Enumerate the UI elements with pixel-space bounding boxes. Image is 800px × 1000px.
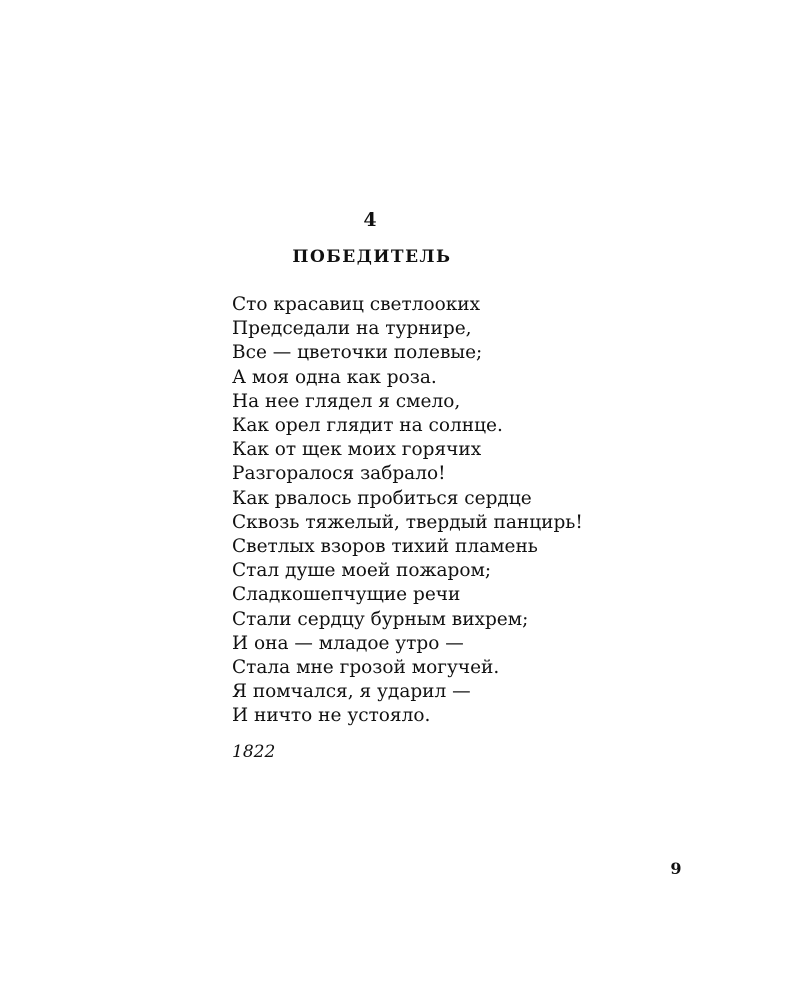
poem-line: Как рвалось пробиться сердце <box>232 487 532 509</box>
poem-line: Как от щек моих горячих <box>232 439 482 461</box>
poem-line: Стали сердцу бурным вихрем; <box>232 608 529 630</box>
poem-line: Сквозь тяжелый, твердый панцирь! <box>232 511 583 533</box>
poem-line: Сладкошепчущие речи <box>232 584 461 606</box>
poem-body <box>232 293 583 729</box>
section-number: 4 <box>363 209 377 231</box>
poem-line: Я помчался, я ударил — <box>232 681 471 703</box>
poem-line: Светлых взоров тихий пламень <box>232 536 538 558</box>
poem-line: Разгоралося забрало! <box>232 463 446 485</box>
poem-line: Как орел глядит на солнце. <box>232 415 503 437</box>
poem-line: На нее глядел я смело, <box>232 390 461 412</box>
poem-line: И ничто не устояло. <box>232 705 431 727</box>
poem-date: 1822 <box>232 742 276 762</box>
poem-line: Председали на турнире, <box>232 318 472 340</box>
poem-title: ПОБЕДИТЕЛЬ <box>292 247 452 267</box>
page-number: 9 <box>670 859 682 878</box>
poem-line: Стал душе моей пожаром; <box>232 560 492 582</box>
poem-line: А моя одна как роза. <box>232 366 437 388</box>
poem-line: Сто красавиц светлооких <box>232 294 481 315</box>
poem-line: И она — младое утро — <box>232 632 464 654</box>
poem-line: Все — цветочки полевые; <box>232 342 483 364</box>
poem-line: Стала мне грозой могучей. <box>232 657 500 679</box>
